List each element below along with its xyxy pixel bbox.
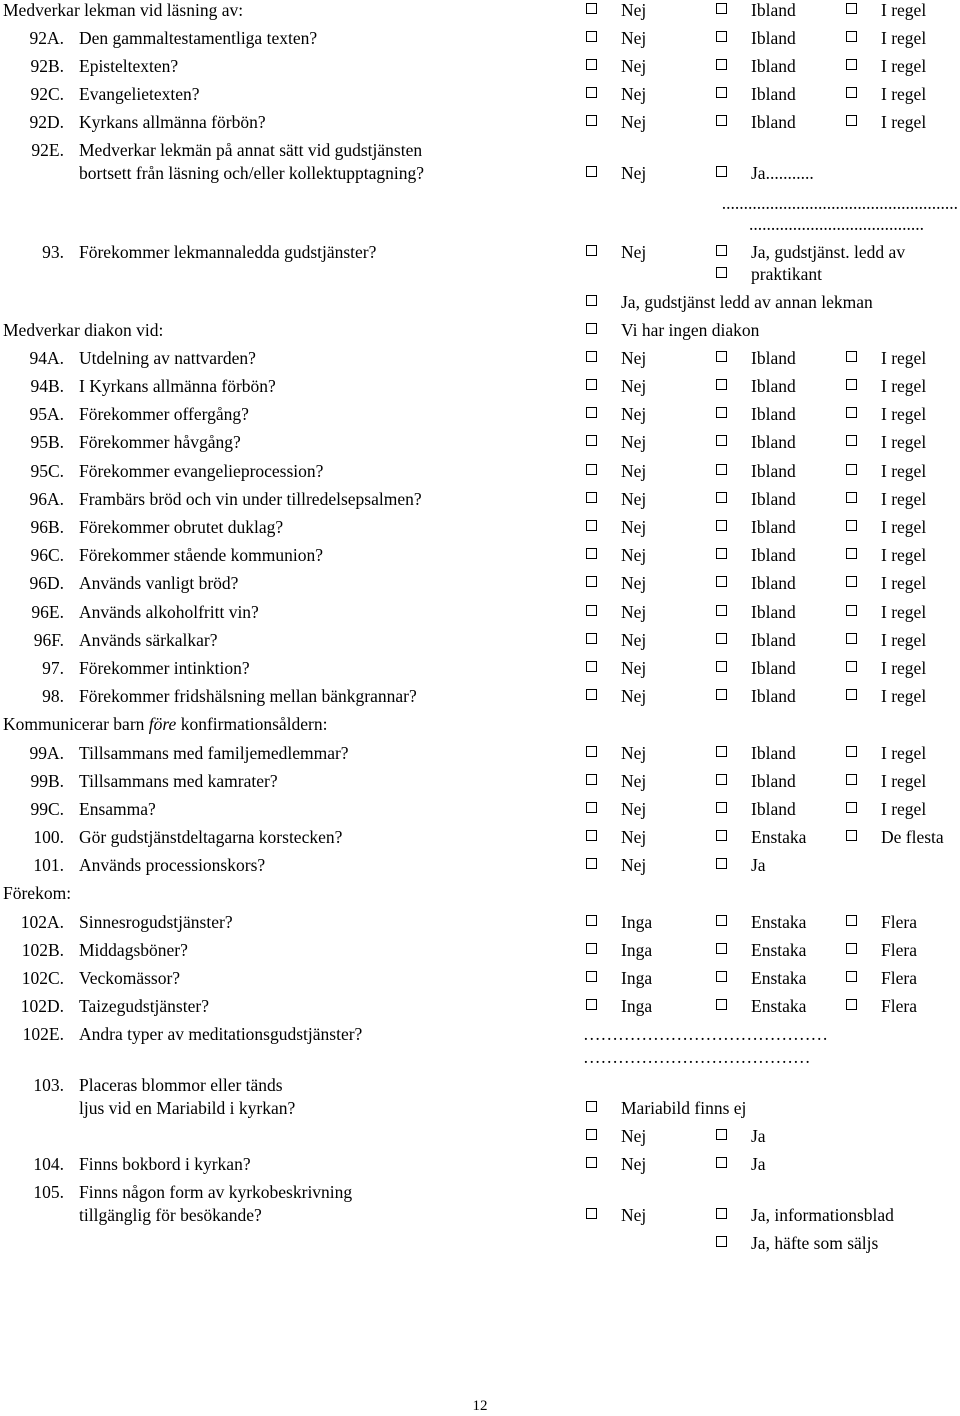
question-number: 96D. [29, 573, 64, 593]
option-label: Ja........... [751, 163, 814, 183]
option-label: Nej [621, 432, 647, 452]
option-label: Ibland [751, 404, 796, 424]
option-label: I regel [881, 461, 927, 481]
checkbox[interactable] [586, 3, 597, 14]
option-label: Nej [621, 658, 647, 678]
checkbox[interactable] [846, 407, 857, 418]
question-text: Sinnesrogudstjänster? [79, 912, 233, 932]
question-text: Förekommer håvgång? [79, 432, 241, 452]
option-label: Nej [621, 1205, 647, 1225]
option-label: Vi har ingen diakon [621, 320, 760, 340]
question-text-line2: ljus vid en Mariabild i kyrkan? [79, 1098, 296, 1118]
dotted-line: ........................................ [749, 214, 924, 234]
option-label: praktikant [751, 264, 822, 284]
option-label: Inga [621, 996, 653, 1016]
option-label: Nej [621, 28, 647, 48]
checkbox[interactable] [586, 166, 597, 177]
option-label: Ibland [751, 630, 796, 650]
option-label: Nej [621, 630, 647, 650]
option-label: Ibland [751, 376, 796, 396]
option-label: Inga [621, 912, 653, 932]
checkbox[interactable] [716, 115, 727, 126]
checkbox[interactable] [586, 492, 597, 503]
checkbox[interactable] [586, 915, 597, 926]
option-label: Flera [881, 968, 917, 988]
question-text: Evangelietexten? [79, 84, 200, 104]
option-label: Ibland [751, 658, 796, 678]
option-label: Nej [621, 242, 647, 262]
checkbox[interactable] [716, 1157, 727, 1168]
question-text: Andra typer av meditationsgudstjänster? [79, 1024, 363, 1044]
section-heading-text: Medverkar lekman vid läsning av: [3, 0, 244, 20]
checkbox[interactable] [846, 548, 857, 559]
checkbox[interactable] [586, 59, 597, 70]
question-number: 96F. [33, 630, 64, 650]
checkbox[interactable] [586, 802, 597, 813]
section-heading-text-end: konfirmationsåldern: [176, 714, 328, 734]
option-label: I regel [881, 84, 927, 104]
option-label: Ibland [751, 771, 796, 791]
option-label: Ibland [751, 602, 796, 622]
option-label: Nej [621, 489, 647, 509]
checkbox[interactable] [846, 746, 857, 757]
question-number: 98. [42, 686, 64, 706]
checkbox[interactable] [846, 379, 857, 390]
question-number: 95C. [30, 461, 64, 481]
option-label: Ibland [751, 348, 796, 368]
option-label: Nej [621, 404, 647, 424]
question-text: Används processionskors? [79, 855, 266, 875]
option-label: Ibland [751, 461, 796, 481]
checkbox[interactable] [586, 1157, 597, 1168]
checkbox[interactable] [716, 633, 727, 644]
question-number: 100. [33, 827, 64, 847]
checkbox[interactable] [586, 407, 597, 418]
question-number: 92D. [29, 112, 64, 132]
question-text: Gör gudstjänstdeltagarna korstecken? [79, 827, 343, 847]
option-label: I regel [881, 28, 927, 48]
question-text: Används vanligt bröd? [79, 573, 239, 593]
question-text: Finns bokbord i kyrkan? [79, 1154, 251, 1174]
checkbox[interactable] [846, 802, 857, 813]
option-label: I regel [881, 0, 927, 20]
section-heading [3, 320, 760, 340]
option-label: Nej [621, 602, 647, 622]
option-label: Nej [621, 163, 647, 183]
checkbox[interactable] [586, 87, 597, 98]
option-label: Nej [621, 348, 647, 368]
checkbox[interactable] [846, 633, 857, 644]
question-number: 93. [42, 242, 64, 262]
question-number: 99C. [30, 799, 64, 819]
option-label: I regel [881, 404, 927, 424]
option-label: Nej [621, 686, 647, 706]
option-label: Ibland [751, 0, 796, 20]
checkbox[interactable] [716, 830, 727, 841]
section-heading-text: Förekom: [3, 883, 72, 903]
checkbox[interactable] [716, 520, 727, 531]
question-text: Förekommer intinktion? [79, 658, 250, 678]
checkbox[interactable] [846, 943, 857, 954]
option-label: Nej [621, 855, 647, 875]
question-text: Förekommer fridshälsning mellan bänkgrannar? [79, 686, 417, 706]
option-label: Enstaka [751, 827, 807, 847]
question-number: 96C. [30, 545, 64, 565]
option-label: Ibland [751, 686, 796, 706]
checkbox[interactable] [846, 115, 857, 126]
option-label: Ja, informationsblad [751, 1205, 894, 1225]
question-number: 101. [33, 855, 64, 875]
checkbox[interactable] [586, 351, 597, 362]
question-text: Episteltexten? [79, 56, 179, 76]
checkbox[interactable] [586, 943, 597, 954]
checkbox[interactable] [846, 3, 857, 14]
dotted-line: ...................................................... [721, 193, 958, 213]
checkbox[interactable] [716, 576, 727, 587]
answer-line[interactable]: …………………………………… [583, 1024, 828, 1044]
dotted-line: ………………………………… [583, 1047, 811, 1067]
question-text: Förekommer offergång? [79, 404, 249, 424]
checkbox[interactable] [716, 858, 727, 869]
checkbox[interactable] [586, 435, 597, 446]
checkbox[interactable] [716, 87, 727, 98]
question-text-line2: bortsett från läsning och/eller kollektupptagning? [79, 163, 425, 183]
option-label: I regel [881, 348, 927, 368]
option-label: I regel [881, 686, 927, 706]
checkbox[interactable] [846, 830, 857, 841]
checkbox[interactable] [846, 351, 857, 362]
checkbox[interactable] [586, 971, 597, 982]
question-number: 97. [42, 658, 64, 678]
option-label: Nej [621, 827, 647, 847]
checkbox[interactable] [586, 605, 597, 616]
section-heading [3, 0, 927, 20]
option-label: I regel [881, 658, 927, 678]
question-text: Medverkar lekmän på annat sätt vid gudstjänsten [79, 140, 423, 160]
checkbox[interactable] [716, 605, 727, 616]
checkbox[interactable] [586, 245, 597, 256]
checkbox[interactable] [846, 87, 857, 98]
question-number: 104. [33, 1154, 64, 1174]
option-label: Nej [621, 771, 647, 791]
option-label: Ibland [751, 56, 796, 76]
question-number: 99B. [30, 771, 64, 791]
checkbox[interactable] [586, 1101, 597, 1112]
question-text: Kyrkans allmänna förbön? [79, 112, 266, 132]
checkbox[interactable] [586, 548, 597, 559]
option-label: Flera [881, 912, 917, 932]
option-label: I regel [881, 573, 927, 593]
checkbox[interactable] [846, 464, 857, 475]
question-text: Utdelning av nattvarden? [79, 348, 256, 368]
checkbox[interactable] [716, 1236, 727, 1247]
checkbox[interactable] [846, 59, 857, 70]
question-number: 103. [33, 1075, 64, 1095]
question-number: 102C. [21, 968, 64, 988]
checkbox[interactable] [846, 31, 857, 42]
question-text: I Kyrkans allmänna förbön? [79, 376, 276, 396]
checkbox[interactable] [586, 774, 597, 785]
checkbox[interactable] [586, 115, 597, 126]
question-text: Ensamma? [79, 799, 156, 819]
checkbox[interactable] [716, 943, 727, 954]
question-text: Veckomässor? [79, 968, 181, 988]
question-number: 102D. [20, 996, 64, 1016]
checkbox[interactable] [586, 633, 597, 644]
option-label: Enstaka [751, 996, 807, 1016]
question-number: 92A. [29, 28, 64, 48]
checkbox[interactable] [716, 661, 727, 672]
question-number: 94B. [30, 376, 64, 396]
checkbox[interactable] [716, 3, 727, 14]
option-label: Mariabild finns ej [621, 1098, 747, 1118]
checkbox[interactable] [846, 999, 857, 1010]
checkbox[interactable] [586, 999, 597, 1010]
checkbox[interactable] [846, 576, 857, 587]
checkbox[interactable] [586, 830, 597, 841]
question-number: 102B. [21, 940, 64, 960]
question-text: Tillsammans med familjemedlemmar? [79, 743, 349, 763]
question-number: 94A. [29, 348, 64, 368]
question-number: 96B. [30, 517, 64, 537]
question-text: Förekommer obrutet duklag? [79, 517, 284, 537]
option-label: Nej [621, 84, 647, 104]
page-number: 12 [472, 1398, 488, 1414]
checkbox[interactable] [716, 492, 727, 503]
checkbox[interactable] [586, 576, 597, 587]
checkbox[interactable] [586, 295, 597, 306]
checkbox[interactable] [716, 746, 727, 757]
question-number: 99A. [29, 743, 64, 763]
question-text: Den gammaltestamentliga texten? [79, 28, 318, 48]
question-text: Frambärs bröd och vin under tillredelsepsalmen? [79, 489, 422, 509]
option-label: Nej [621, 56, 647, 76]
option-label: Ibland [751, 743, 796, 763]
checkbox[interactable] [846, 689, 857, 700]
option-label: Nej [621, 545, 647, 565]
option-label: Nej [621, 1126, 647, 1146]
option-label: Ja, gudstjänst ledd av annan lekman [621, 292, 873, 312]
question-text: Förekommer stående kommunion? [79, 545, 323, 565]
option-label: I regel [881, 489, 927, 509]
option-label: I regel [881, 630, 927, 650]
checkbox[interactable] [586, 1129, 597, 1140]
option-label: I regel [881, 112, 927, 132]
checkbox[interactable] [586, 31, 597, 42]
question-text: Finns någon form av kyrkobeskrivning [79, 1182, 353, 1202]
option-label: Ibland [751, 84, 796, 104]
option-label: Nej [621, 0, 647, 20]
option-label: I regel [881, 602, 927, 622]
checkbox[interactable] [716, 351, 727, 362]
question-text: Förekommer evangelieprocession? [79, 461, 324, 481]
checkbox[interactable] [846, 605, 857, 616]
question-number: 95A. [29, 404, 64, 424]
checkbox[interactable] [586, 520, 597, 531]
question-text: Taizegudstjänster? [79, 996, 209, 1016]
question-number: 105. [33, 1182, 64, 1202]
option-label: Ibland [751, 112, 796, 132]
option-label: Inga [621, 940, 653, 960]
option-label: Ja, gudstjänst. ledd av [751, 242, 906, 262]
section-heading-text: Kommunicerar barn [3, 714, 149, 734]
checkbox[interactable] [846, 661, 857, 672]
option-label: Ibland [751, 799, 796, 819]
question-number: 96A. [29, 489, 64, 509]
checkbox[interactable] [716, 245, 727, 256]
checkbox[interactable] [716, 971, 727, 982]
question-text-line2: tillgänglig för besökande? [79, 1205, 262, 1225]
question-text: Förekommer lekmannaledda gudstjänster? [79, 242, 377, 262]
checkbox[interactable] [846, 915, 857, 926]
checkbox[interactable] [846, 971, 857, 982]
question-number: 102E. [22, 1024, 64, 1044]
question-number: 102A. [20, 912, 64, 932]
option-label: Ja, häfte som säljs [751, 1233, 879, 1253]
option-label: I regel [881, 517, 927, 537]
checkbox[interactable] [586, 1208, 597, 1219]
checkbox[interactable] [586, 689, 597, 700]
option-label: Enstaka [751, 912, 807, 932]
checkbox[interactable] [716, 407, 727, 418]
question-text: Används alkoholfritt vin? [79, 602, 259, 622]
option-label: Enstaka [751, 940, 807, 960]
checkbox[interactable] [716, 59, 727, 70]
option-label: Enstaka [751, 968, 807, 988]
checkbox[interactable] [846, 774, 857, 785]
checkbox[interactable] [716, 548, 727, 559]
checkbox[interactable] [716, 379, 727, 390]
checkbox[interactable] [846, 435, 857, 446]
option-label: Inga [621, 968, 653, 988]
question-number: 96E. [31, 602, 64, 622]
section-heading [3, 714, 327, 734]
option-label: Ibland [751, 489, 796, 509]
checkbox[interactable] [586, 746, 597, 757]
option-label: Flera [881, 996, 917, 1016]
option-label: Ja [751, 1126, 766, 1146]
question-text: Används särkalkar? [79, 630, 218, 650]
option-label: I regel [881, 771, 927, 791]
checkbox[interactable] [586, 464, 597, 475]
checkbox[interactable] [586, 323, 597, 334]
checkbox[interactable] [716, 999, 727, 1010]
checkbox[interactable] [716, 1208, 727, 1219]
section-heading [3, 883, 71, 903]
option-label: Nej [621, 461, 647, 481]
option-label: Nej [621, 799, 647, 819]
checkbox[interactable] [716, 267, 727, 278]
option-label: Ibland [751, 517, 796, 537]
option-label: I regel [881, 545, 927, 565]
question-number: 92C. [30, 84, 64, 104]
question-text: Tillsammans med kamrater? [79, 771, 278, 791]
checkbox[interactable] [586, 661, 597, 672]
checkbox[interactable] [716, 689, 727, 700]
option-label: Nej [621, 376, 647, 396]
option-label: Nej [621, 112, 647, 132]
option-label: I regel [881, 376, 927, 396]
checkbox[interactable] [716, 774, 727, 785]
option-label: I regel [881, 799, 927, 819]
option-label: Ibland [751, 28, 796, 48]
option-label: I regel [881, 432, 927, 452]
section-heading-text: Medverkar diakon vid: [3, 320, 164, 340]
question-text: Middagsböner? [79, 940, 188, 960]
option-label: I regel [881, 56, 927, 76]
option-label: Nej [621, 517, 647, 537]
section-heading-emphasis: före [148, 714, 177, 734]
checkbox[interactable] [586, 858, 597, 869]
option-label: Ibland [751, 432, 796, 452]
checkbox[interactable] [716, 802, 727, 813]
question-text: Placeras blommor eller tänds [79, 1075, 283, 1095]
question-number: 92E. [31, 140, 64, 160]
checkbox[interactable] [716, 464, 727, 475]
checkbox[interactable] [846, 520, 857, 531]
checkbox[interactable] [716, 166, 727, 177]
option-label: Ja [751, 1154, 766, 1174]
option-label: Flera [881, 940, 917, 960]
question-number: 95B. [30, 432, 64, 452]
option-label: Nej [621, 743, 647, 763]
checkbox[interactable] [716, 1129, 727, 1140]
checkbox[interactable] [716, 31, 727, 42]
option-label: Ibland [751, 545, 796, 565]
checkbox[interactable] [846, 492, 857, 503]
option-label: Nej [621, 1154, 647, 1174]
checkbox[interactable] [716, 435, 727, 446]
option-label: Nej [621, 573, 647, 593]
checkbox[interactable] [586, 379, 597, 390]
option-label: Ibland [751, 573, 796, 593]
question-number: 92B. [30, 56, 64, 76]
option-label: I regel [881, 743, 927, 763]
checkbox[interactable] [716, 915, 727, 926]
option-label: Ja [751, 855, 766, 875]
option-label: De flesta [881, 827, 944, 847]
